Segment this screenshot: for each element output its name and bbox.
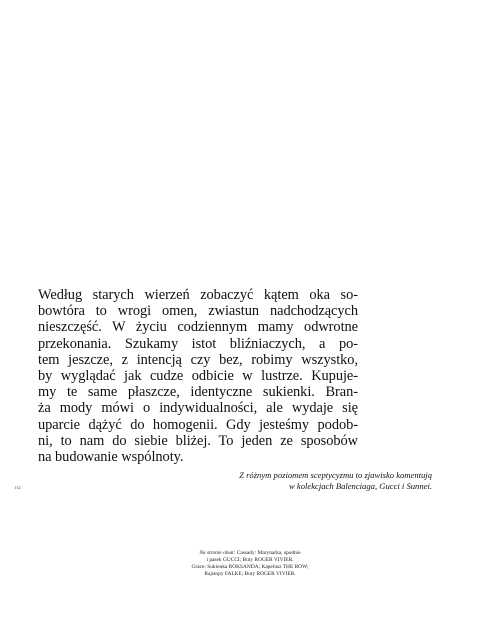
article-line: ni, to nam do siebie bliżej. To jeden ze sposobów (38, 432, 358, 449)
credits-line-3: Grace: Sukienka ROKSANDA; Kapelusz THE ROW; (191, 564, 309, 570)
article-line: ża mody mówi o indywidualności, ale wydaje się (38, 400, 358, 417)
image-caption (132, 470, 432, 492)
article-line: bowtóra to wrogi omen, zwiastun nadchodzących (38, 303, 358, 320)
credits-line-1 (150, 550, 350, 557)
credits-line-4: Rajstopy FALKE; Buty ROGER VIVIER. (204, 571, 296, 577)
article-line: uparcie dążyć do homogenii. Gdy jesteśmy podob- (38, 416, 358, 433)
article-body (38, 287, 358, 465)
fashion-credits (150, 550, 350, 578)
article-line: my te same płaszcze, identyczne sukienki. Bran- (38, 384, 358, 401)
article-line: przekonania. Szukamy istot bliźniaczych, a po- (38, 335, 358, 352)
article-line: na budowanie wspólnoty. (38, 449, 184, 466)
article-line: nieszczęść. W życiu codziennym mamy odwrotne (38, 319, 358, 336)
article-line: by wyglądać jak cudze odbicie w lustrze. Kupuje- (38, 368, 358, 385)
article-line: tem jeszcze, z intencją czy bez, robimy wszystko, (38, 351, 358, 368)
credits-line-1-rest: Cassady: Marynarka, spodnie (235, 550, 301, 556)
caption-line-1: Z różnym poziomem sceptycyzmu to zjawisko komentują (239, 470, 432, 480)
credits-line-2: i pasek GUCCI; Buty ROGER VIVIER. (206, 557, 294, 563)
page-number: 112 (14, 485, 21, 490)
caption-line-2: w kolekcjach Balenciaga, Gucci i Sunnei. (289, 481, 432, 491)
article-line: Według starych wierzeń zobaczyć kątem oka so- (38, 287, 358, 303)
credits-lead: Na stronie obok: (199, 550, 236, 556)
